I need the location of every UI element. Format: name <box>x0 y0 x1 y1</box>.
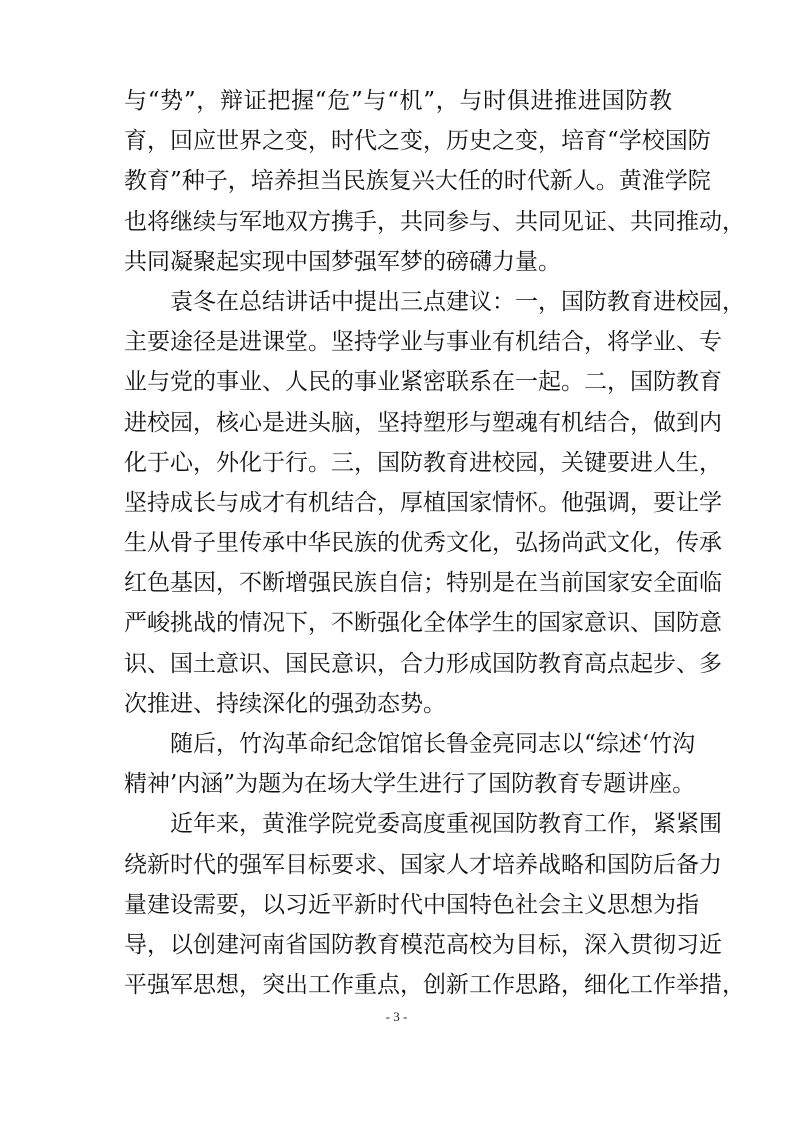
text-line: 随后，竹沟革命纪念馆馆长鲁金亮同志以“综述‘竹沟 <box>170 731 696 757</box>
text-line: 教育”种子，培养担当民族复兴大任的时代新人。黄淮学院 <box>124 168 711 195</box>
text-line: 严峻挑战的情况下，不断强化全体学生的国家意识、国防意 <box>124 610 722 637</box>
text-line: 与“势”，辩证把握“危”与“机”，与时俱进推进国防教 <box>124 88 672 114</box>
text-line: 平强军思想，突出工作重点，创新工作思路，细化工作举措， <box>124 972 745 999</box>
text-line: 生从骨子里传承中华民族的优秀文化，弘扬尚武文化，传承 <box>124 530 722 557</box>
text-line: 育，回应世界之变，时代之变，历史之变，培育“学校国防 <box>124 128 711 155</box>
text-line: 共同凝聚起实现中国梦强军梦的磅礴力量。 <box>124 248 561 275</box>
text-line: 量建设需要，以习近平新时代中国特色社会主义思想为指 <box>124 891 699 918</box>
text-line: 次推进、持续深化的强劲态势。 <box>124 690 446 717</box>
text-line: 识、国土意识、国民意识，合力形成国防教育高点起步、多 <box>124 650 722 677</box>
text-line: 近年来，黄淮学院党委高度重视国防教育工作，紧紧围 <box>170 811 722 838</box>
text-line: 坚持成长与成才有机结合，厚植国家情怀。他强调，要让学 <box>124 489 722 516</box>
text-line: 精神’内涵”为题为在场大学生进行了国防教育专题讲座。 <box>124 771 696 798</box>
text-line: 主要途径是进课堂。坚持学业与事业有机结合，将学业、专 <box>124 329 722 356</box>
text-line: 进校园，核心是进头脑，坚持塑形与塑魂有机结合，做到内 <box>124 409 722 436</box>
text-line: 也将继续与军地双方携手，共同参与、共同见证、共同推动， <box>124 208 745 235</box>
page-number: - 3 - <box>385 1009 408 1024</box>
text-line: 袁冬在总结讲话中提出三点建议：一，国防教育进校园， <box>170 288 745 315</box>
text-line: 绕新时代的强军目标要求、国家人才培养战略和国防后备力 <box>124 851 722 878</box>
text-line: 业与党的事业、人民的事业紧密联系在一起。二，国防教育 <box>124 369 722 396</box>
text-line: 红色基因，不断增强民族自信；特别是在当前国家安全面临 <box>124 570 722 597</box>
text-line: 导，以创建河南省国防教育模范高校为目标，深入贯彻习近 <box>124 931 722 958</box>
text-line: 化于心，外化于行。三，国防教育进校园，关键要进人生， <box>124 449 722 476</box>
body-text <box>124 81 745 1005</box>
